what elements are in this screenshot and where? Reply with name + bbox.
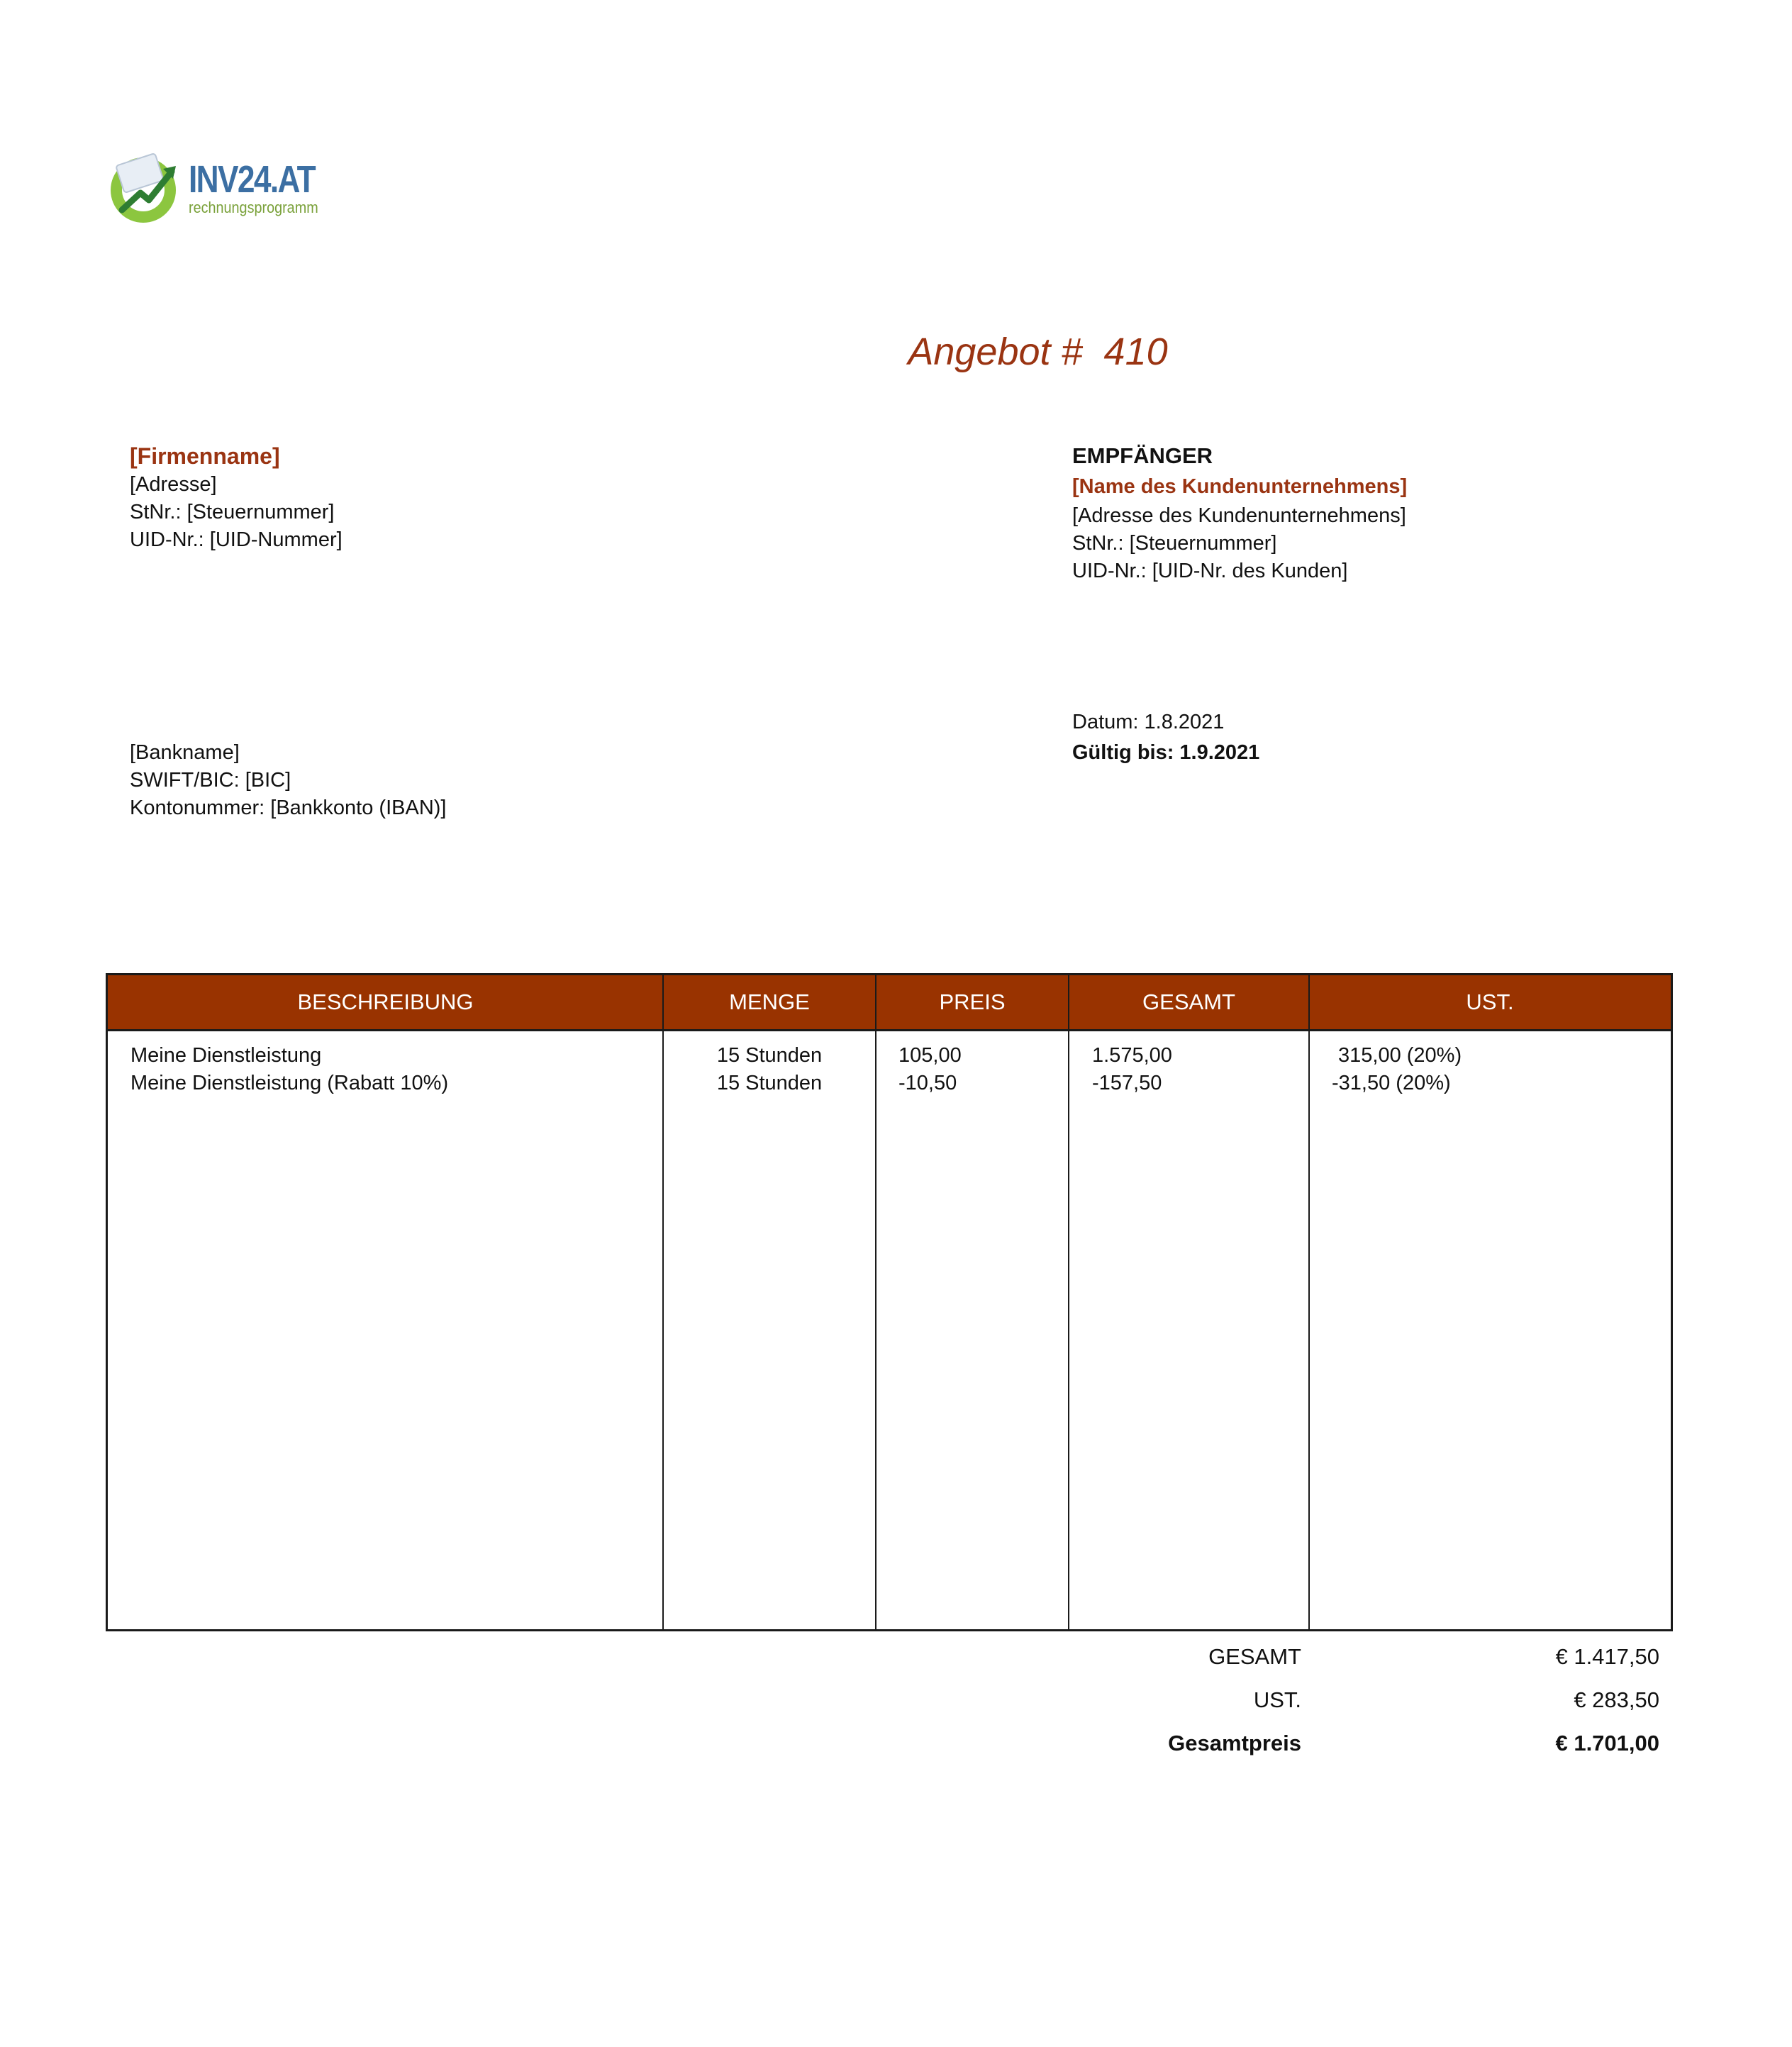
sender-company: [Firmenname]: [130, 443, 280, 469]
offer-date: Datum: 1.8.2021: [1072, 711, 1225, 733]
dates-block: [1072, 705, 1259, 767]
items-table: [106, 973, 1673, 1631]
row-1-total: 1.575,00: [1092, 1044, 1172, 1067]
recipient-block: [1072, 441, 1407, 585]
bank-name: [Bankname]: [130, 741, 240, 764]
header-description: BESCHREIBUNG: [297, 989, 474, 1014]
header-quantity: MENGE: [729, 989, 810, 1014]
header-price: PREIS: [939, 989, 1006, 1014]
row-2-total: -157,50: [1092, 1072, 1162, 1094]
row-2-description: Meine Dienstleistung (Rabatt 10%): [130, 1072, 449, 1094]
recipient-company: [Name des Kundenunternehmens]: [1072, 475, 1408, 498]
header-total: GESAMT: [1142, 989, 1235, 1014]
row-1-quantity: 15 Stunden: [716, 1044, 823, 1067]
document-title: [0, 330, 1792, 374]
recipient-tax-number: StNr.: [Steuernummer]: [1072, 532, 1277, 555]
bank-block: [130, 739, 446, 822]
net-total-value: € 1.417,50: [1555, 1644, 1659, 1669]
table-header: [108, 975, 1671, 1031]
recipient-heading: EMPFÄNGER: [1072, 443, 1213, 468]
logo-tagline: rechnungsprogramm: [189, 199, 318, 216]
grand-total-value: € 1.701,00: [1555, 1731, 1659, 1755]
sender-vat-id: UID-Nr.: [UID-Nummer]: [130, 528, 343, 551]
header-vat: UST.: [1466, 989, 1514, 1014]
bank-swift: SWIFT/BIC: [BIC]: [130, 769, 291, 792]
column-divider: [1068, 975, 1069, 1629]
sender-block: [130, 441, 343, 554]
row-1-description: Meine Dienstleistung: [130, 1044, 322, 1067]
sender-address: [Adresse]: [130, 473, 217, 496]
column-divider: [1308, 975, 1310, 1629]
row-2-price: -10,50: [898, 1072, 957, 1094]
company-logo: [106, 149, 319, 227]
recipient-address: [Adresse des Kundenunternehmens]: [1072, 504, 1406, 527]
row-2-quantity: 15 Stunden: [716, 1072, 823, 1094]
row-1-vat: 315,00 (20%): [1338, 1044, 1462, 1067]
row-2-vat: -31,50 (20%): [1332, 1072, 1451, 1094]
grand-total-label: Gesamtpreis: [1168, 1731, 1301, 1755]
offer-number: Angebot # 410: [908, 331, 1168, 373]
valid-until: Gültig bis: 1.9.2021: [1072, 741, 1260, 764]
sender-tax-number: StNr.: [Steuernummer]: [130, 501, 335, 523]
bank-account: Kontonummer: [Bankkonto (IBAN)]: [130, 797, 447, 819]
net-total-label: GESAMT: [1208, 1644, 1301, 1669]
logo-name: INV24.AT: [189, 158, 315, 201]
recipient-vat-id: UID-Nr.: [UID-Nr. des Kunden]: [1072, 560, 1348, 582]
vat-total-value: € 283,50: [1574, 1687, 1659, 1712]
vat-total-label: UST.: [1253, 1687, 1301, 1712]
row-1-price: 105,00: [898, 1044, 962, 1067]
logo-icon: [106, 149, 184, 227]
